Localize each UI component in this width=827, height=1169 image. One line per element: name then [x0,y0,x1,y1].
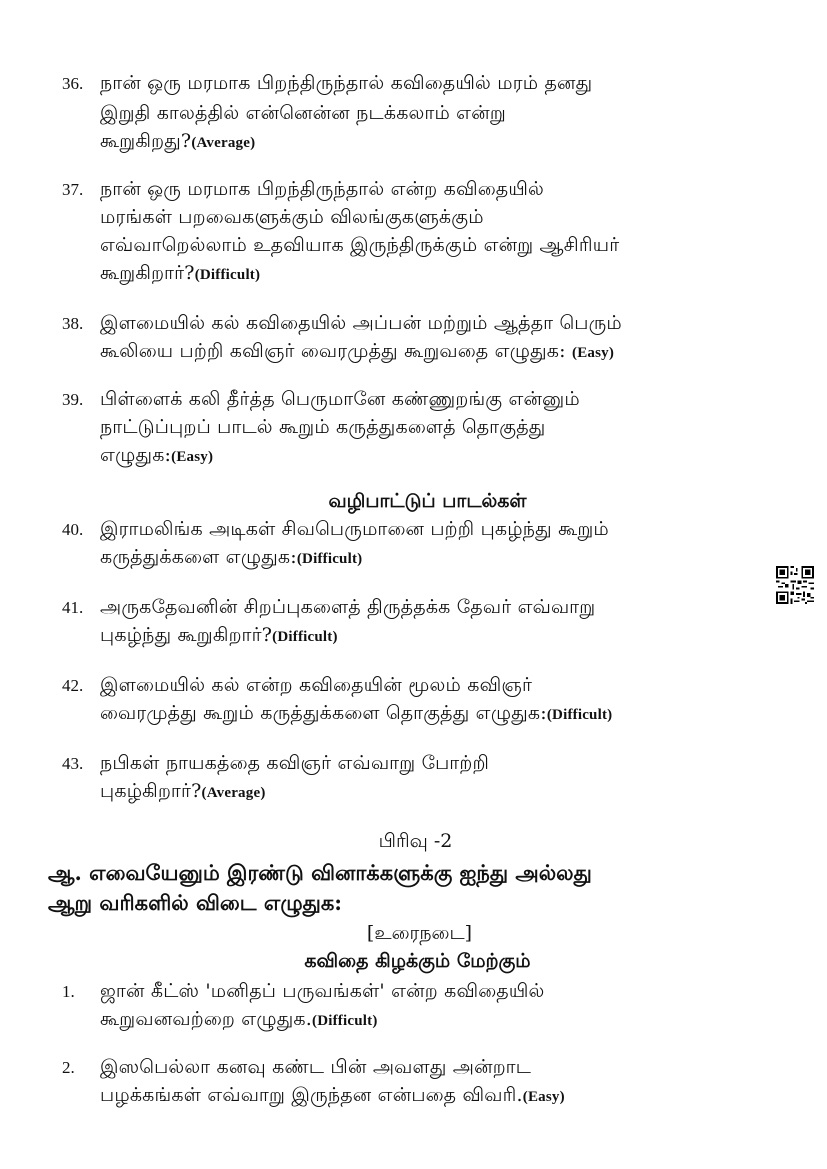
question-number: 38. [62,314,84,333]
question-text: பழக்கங்கள் எவ்வாறு இருந்தன என்பதை விவரி. [100,1084,523,1106]
question-line: இளமையில் கல் என்ற கவிதையின் மூலம் கவிஞர் [100,674,533,696]
question-line: பிள்ளைக் கலி தீர்த்த பெருமானே கண்ணுறங்கு என்னும் [100,388,580,410]
difficulty-label: (Difficult) [194,267,261,283]
question-line: நான் ஒரு மரமாக பிறந்திருந்தால் கவிதையில் மரம் தனது [100,72,593,94]
instruction-line: ஆறு வரிகளில் விடை எழுதுக: [48,890,343,915]
question-text: கூறுகிறார்? [100,262,195,284]
question-number: 41. [62,598,84,617]
question-line: நான் ஒரு மரமாக பிறந்திருந்தால் என்ற கவிதையில் [100,178,545,200]
difficulty-label: (Difficult) [546,707,613,723]
difficulty-label: (Difficult) [312,1013,378,1029]
question-line-last [100,1008,378,1033]
question-line-last [100,130,255,155]
question-line: நபிகள் நாயகத்தை கவிஞர் எவ்வாறு போற்றி [100,752,490,774]
question-number: 39. [62,390,84,409]
question-line-last [100,1084,565,1109]
question-number: 37. [62,180,84,199]
question-line-last [100,546,362,571]
question-number: 43. [62,754,84,773]
question-text: புகழ்கிறார்? [100,780,202,802]
difficulty-label: (Easy) [522,1089,565,1105]
question-line-last [100,340,614,365]
difficulty-label: (Difficult) [272,629,338,645]
part-label: பிரிவு -2 [378,830,453,852]
question-text: கருத்துக்களை எழுதுக: [100,546,297,568]
question-line: ஜான் கீட்ஸ் 'மனிதப் பருவங்கள்' என்ற கவிதையில் [100,980,545,1002]
question-text: கூறுவனவற்றை எழுதுக. [100,1008,313,1030]
section-heading: வழிபாட்டுப் பாடல்கள் [328,490,527,512]
question-line-last [100,262,260,287]
question-text: புகழ்ந்து கூறுகிறார்? [100,624,273,646]
question-line: இளமையில் கல் கவிதையில் அப்பன் மற்றும் ஆத்தா பெரும் [100,312,622,334]
qr-code-icon[interactable] [776,566,814,604]
question-line: அருகதேவனின் சிறப்புகளைத் திருத்தக்க தேவர் எவ்வாறு [100,596,596,618]
question-line: நாட்டுப்புறப் பாடல் கூறும் கருத்துகளைத் தொகுத்து [100,416,546,438]
difficulty-label: (Easy) [572,345,615,361]
instruction-line: ஆ. எவையேனும் இரண்டு வினாக்களுக்கு ஐந்து அல்லது [48,860,592,885]
difficulty-label: (Average) [201,785,266,801]
question-line-last [100,780,266,805]
question-text: வைரமுத்து கூறும் கருத்துக்களை தொகுத்து எழுதுக: [100,702,547,724]
question-line: இறுதி காலத்தில் என்னென்ன நடக்கலாம் என்று [100,102,506,124]
question-line-last [100,624,338,649]
question-number: 2. [62,1058,75,1077]
question-line-last [100,444,213,469]
question-line: இராமலிங்க அடிகள் சிவபெருமானை பற்றி புகழ்ந்து கூறும் [100,518,609,540]
question-number: 36. [62,74,84,93]
question-number: 40. [62,520,84,539]
difficulty-label: (Difficult) [296,551,363,567]
question-text: கூலியை பற்றி கவிஞர் வைரமுத்து கூறுவதை எழுதுக: [100,340,573,362]
question-line: இஸபெல்லா கனவு கண்ட பின் அவளது அன்றாட [100,1056,532,1078]
question-text: எழுதுக: [100,444,172,466]
difficulty-label: (Average) [191,135,256,151]
question-line-last [100,702,612,727]
difficulty-label: (Easy) [171,449,214,465]
question-line: எவ்வாறெல்லாம் உதவியாக இருந்திருக்கும் என்று ஆசிரியர் [100,234,620,256]
question-line: மரங்கள் பறவைகளுக்கும் விலங்குகளுக்கும் [100,206,484,228]
question-text: கூறுகிறது? [100,130,192,152]
question-number: 42. [62,676,84,695]
section-heading: கவிதை கிழக்கும் மேற்கும் [304,950,531,972]
question-number: 1. [62,982,75,1001]
category-label: [உரைநடை] [366,922,473,944]
